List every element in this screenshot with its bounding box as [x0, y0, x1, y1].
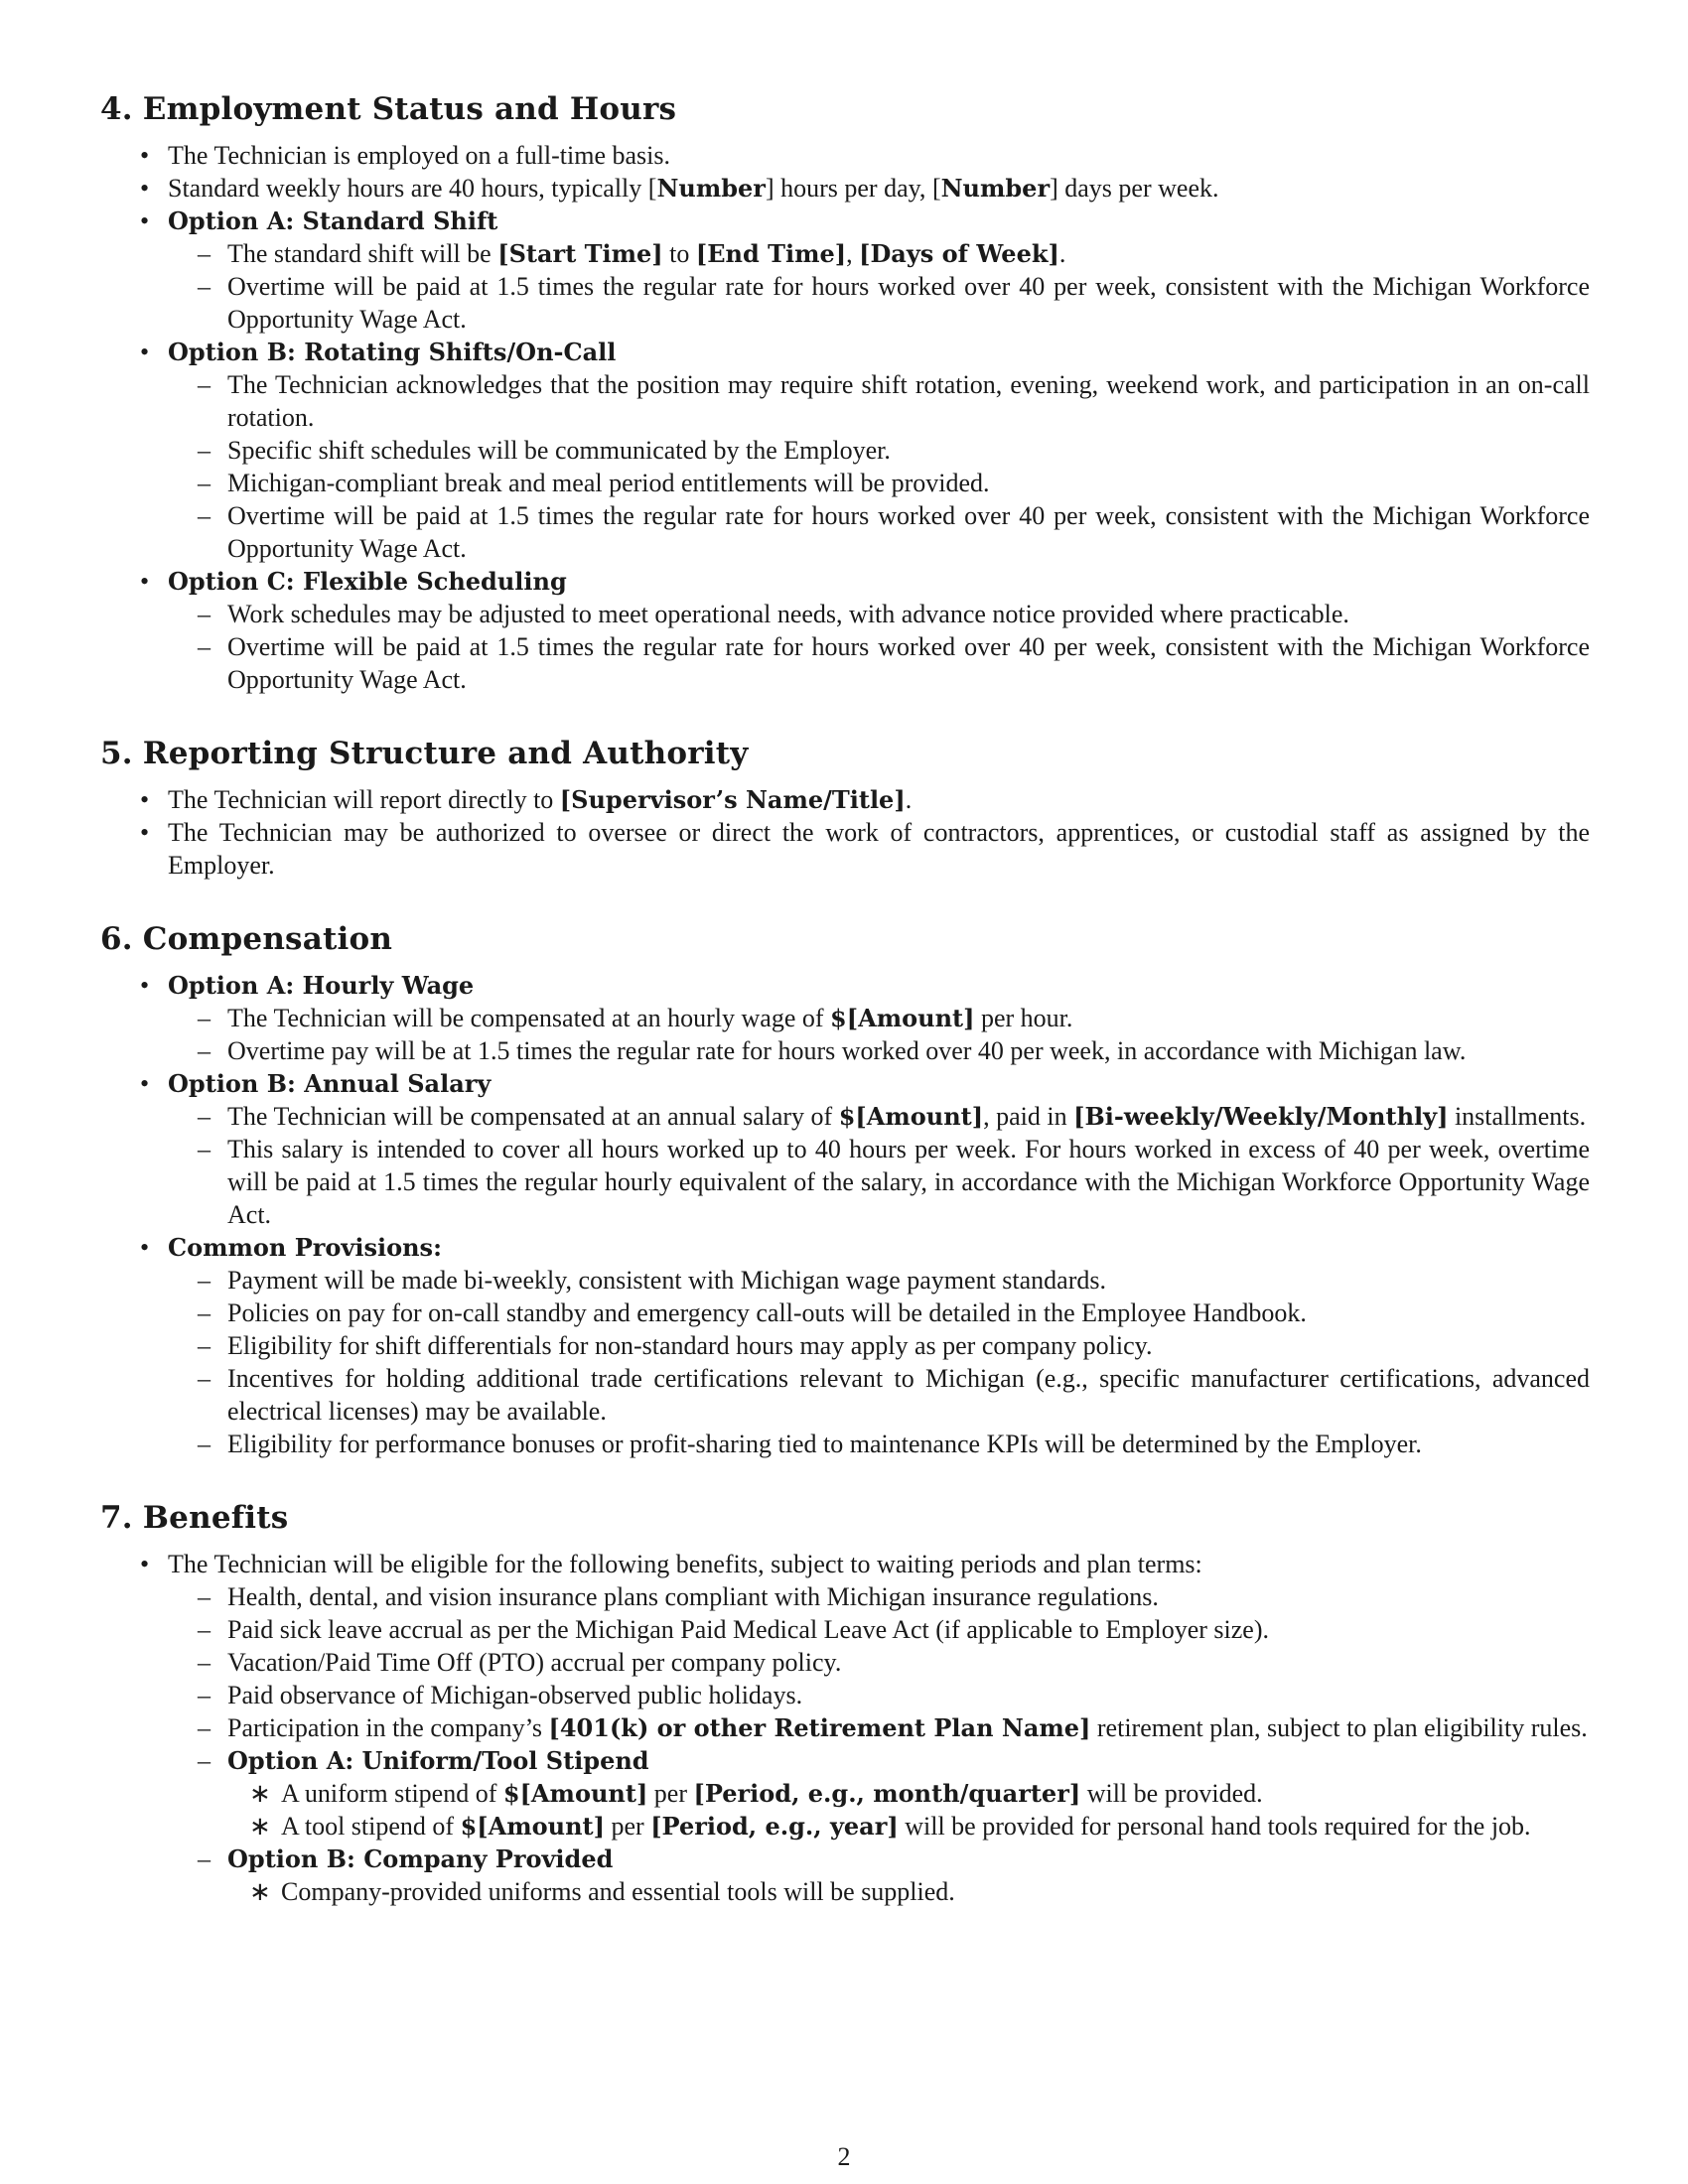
- option-label: Option A: Hourly Wage: [168, 971, 475, 1000]
- bullet-list: [100, 139, 1590, 696]
- placeholder: [Bi-weekly/Weekly/Monthly]: [1073, 1102, 1449, 1131]
- placeholder: [Period, e.g., year]: [650, 1812, 899, 1841]
- list-item: ∗ Company-provided uniforms and essential tools will be supplied.: [100, 1875, 1590, 1908]
- list-item: – Paid sick leave accrual as per the Michigan Paid Medical Leave Act (if applicable to Employer size).: [100, 1613, 1590, 1646]
- list-item: • The Technician will be eligible for the following benefits, subject to waiting periods and plan terms: – Health, dental, and vision insurance plans compliant with Michigan insurance regulations. – Paid sick leave accrual as per the Michigan Paid Medical Leave Act (if applicable to Employer size). – Vacation/Paid Time Off (PTO) accrual per company policy. – Paid observance of Michigan-observed public holidays. – Participation in the company’s [401(k) or other Retirement Plan Name] retirement plan, subject to plan eligibility rules. – Option A: Uniform/Tool Stipend ∗ A uniform stipend of $[Amount] per [Period, e.g., month/quarter] will be provided. ∗ A tool stipend of $[Amount] per [Period, e.g., year] will be provided for personal hand tools required for the job. – Option B: Company Provided ∗ Company-provided uniforms and essential tools will be supplied.: [100, 1548, 1590, 1908]
- list-item: – Incentives for holding additional trade certifications relevant to Michigan (e.g., specific manufacturer certifications, advanced electrical licenses) may be available.: [100, 1362, 1590, 1428]
- option-b-annual-salary: [100, 1067, 1590, 1231]
- list-item: – The Technician acknowledges that the position may require shift rotation, evening, weekend work, and participation in an on-call rotation.: [100, 368, 1590, 434]
- section-number: 6.: [100, 921, 133, 957]
- option-label: Option B: Annual Salary: [168, 1069, 492, 1098]
- placeholder: [401(k) or other Retirement Plan Name]: [548, 1713, 1091, 1742]
- placeholder: [Period, e.g., month/quarter]: [693, 1779, 1081, 1808]
- list-item: – Specific shift schedules will be communicated by the Employer.: [100, 434, 1590, 467]
- list-item: – Michigan-compliant break and meal period entitlements will be provided.: [100, 467, 1590, 499]
- list-item: – The Technician will be compensated at an hourly wage of $[Amount] per hour.: [100, 1002, 1590, 1034]
- section-heading: [100, 921, 1590, 957]
- section-compensation: [100, 921, 1590, 1460]
- section-benefits: [100, 1500, 1590, 1908]
- placeholder: Number: [656, 174, 766, 203]
- section-number: 5.: [100, 736, 133, 771]
- list-item: – The Technician will be compensated at an annual salary of $[Amount], paid in [Bi-weekly/Weekly/Monthly] installments.: [100, 1100, 1590, 1133]
- list-item: – Work schedules may be adjusted to meet operational needs, with advance notice provided where practicable.: [100, 598, 1590, 630]
- list-item: • Standard weekly hours are 40 hours, typically [Number] hours per day, [Number] days per week.: [100, 172, 1590, 205]
- list-item: – Overtime will be paid at 1.5 times the regular rate for hours worked over 40 per week, consistent with the Michigan Workforce Opportunity Wage Act.: [100, 499, 1590, 565]
- section-title: Reporting Structure and Authority: [142, 736, 749, 771]
- placeholder: $[Amount]: [502, 1779, 648, 1808]
- list-item: • The Technician may be authorized to oversee or direct the work of contractors, apprentices, or custodial staff as assigned by the Employer.: [100, 816, 1590, 882]
- list-item: ∗ A tool stipend of $[Amount] per [Period, e.g., year] will be provided for personal hand tools required for the job.: [100, 1810, 1590, 1843]
- list-item: – This salary is intended to cover all hours worked up to 40 hours per week. For hours worked in excess of 40 per week, overtime will be paid at 1.5 times the regular hourly equivalent of the salary, in accordance with the Michigan Workforce Opportunity Wage Act.: [100, 1133, 1590, 1231]
- placeholder: [Days of Week]: [859, 239, 1059, 268]
- section-reporting-structure: [100, 736, 1590, 882]
- placeholder: $[Amount]: [830, 1004, 975, 1032]
- list-item: – Eligibility for shift differentials for non-standard hours may apply as per company policy.: [100, 1329, 1590, 1362]
- list-item: – Eligibility for performance bonuses or profit-sharing tied to maintenance KPIs will be determined by the Employer.: [100, 1428, 1590, 1460]
- section-number: 7.: [100, 1500, 133, 1536]
- section-employment-status: [100, 91, 1590, 696]
- page-number: 2: [837, 2142, 851, 2171]
- placeholder: [End Time]: [695, 239, 847, 268]
- section-number: 4.: [100, 91, 133, 127]
- section-title: Compensation: [142, 921, 393, 957]
- list-item: – The standard shift will be [Start Time] to [End Time], [Days of Week].: [100, 237, 1590, 270]
- placeholder: $[Amount]: [838, 1102, 984, 1131]
- option-label: Option A: Uniform/Tool Stipend: [227, 1746, 649, 1775]
- option-label: Option B: Rotating Shifts/On-Call: [168, 338, 617, 366]
- option-b-rotating-shifts: [100, 336, 1590, 565]
- section-heading: [100, 91, 1590, 127]
- placeholder: [Start Time]: [497, 239, 663, 268]
- list-item: – Health, dental, and vision insurance plans compliant with Michigan insurance regulations.: [100, 1580, 1590, 1613]
- option-a-hourly-wage: [100, 969, 1590, 1067]
- list-item: • The Technician is employed on a full-time basis.: [100, 139, 1590, 172]
- placeholder: Number: [940, 174, 1051, 203]
- list-item: ∗ A uniform stipend of $[Amount] per [Period, e.g., month/quarter] will be provided.: [100, 1777, 1590, 1810]
- list-item: • The Technician will report directly to [Supervisor’s Name/Title].: [100, 783, 1590, 816]
- option-a-uniform-tool-stipend: [100, 1744, 1590, 1843]
- option-label: Option B: Company Provided: [227, 1844, 614, 1873]
- section-heading: [100, 736, 1590, 771]
- list-item: – Participation in the company’s [401(k) or other Retirement Plan Name] retirement plan, subject to plan eligibility rules.: [100, 1711, 1590, 1744]
- section-title: Employment Status and Hours: [142, 91, 677, 127]
- document-page: [100, 91, 1590, 1948]
- list-item: – Overtime will be paid at 1.5 times the regular rate for hours worked over 40 per week, consistent with the Michigan Workforce Opportunity Wage Act.: [100, 270, 1590, 336]
- option-b-company-provided: [100, 1843, 1590, 1908]
- list-item: – Overtime pay will be at 1.5 times the regular rate for hours worked over 40 per week, in accordance with Michigan law.: [100, 1034, 1590, 1067]
- option-label: Common Provisions:: [168, 1233, 442, 1262]
- common-provisions: [100, 1231, 1590, 1460]
- option-label: Option C: Flexible Scheduling: [168, 567, 567, 596]
- section-title: Benefits: [142, 1500, 289, 1536]
- list-item: – Payment will be made bi-weekly, consistent with Michigan wage payment standards.: [100, 1264, 1590, 1297]
- placeholder: [Supervisor’s Name/Title]: [559, 785, 906, 814]
- option-c-flexible-scheduling: [100, 565, 1590, 696]
- list-item: – Vacation/Paid Time Off (PTO) accrual per company policy.: [100, 1646, 1590, 1679]
- list-item: – Paid observance of Michigan-observed public holidays.: [100, 1679, 1590, 1711]
- option-label: Option A: Standard Shift: [168, 206, 498, 235]
- list-item: – Policies on pay for on-call standby and emergency call-outs will be detailed in the Employee Handbook.: [100, 1297, 1590, 1329]
- list-item: – Overtime will be paid at 1.5 times the regular rate for hours worked over 40 per week, consistent with the Michigan Workforce Opportunity Wage Act.: [100, 630, 1590, 696]
- placeholder: $[Amount]: [460, 1812, 605, 1841]
- section-heading: [100, 1500, 1590, 1536]
- option-a-standard-shift: [100, 205, 1590, 336]
